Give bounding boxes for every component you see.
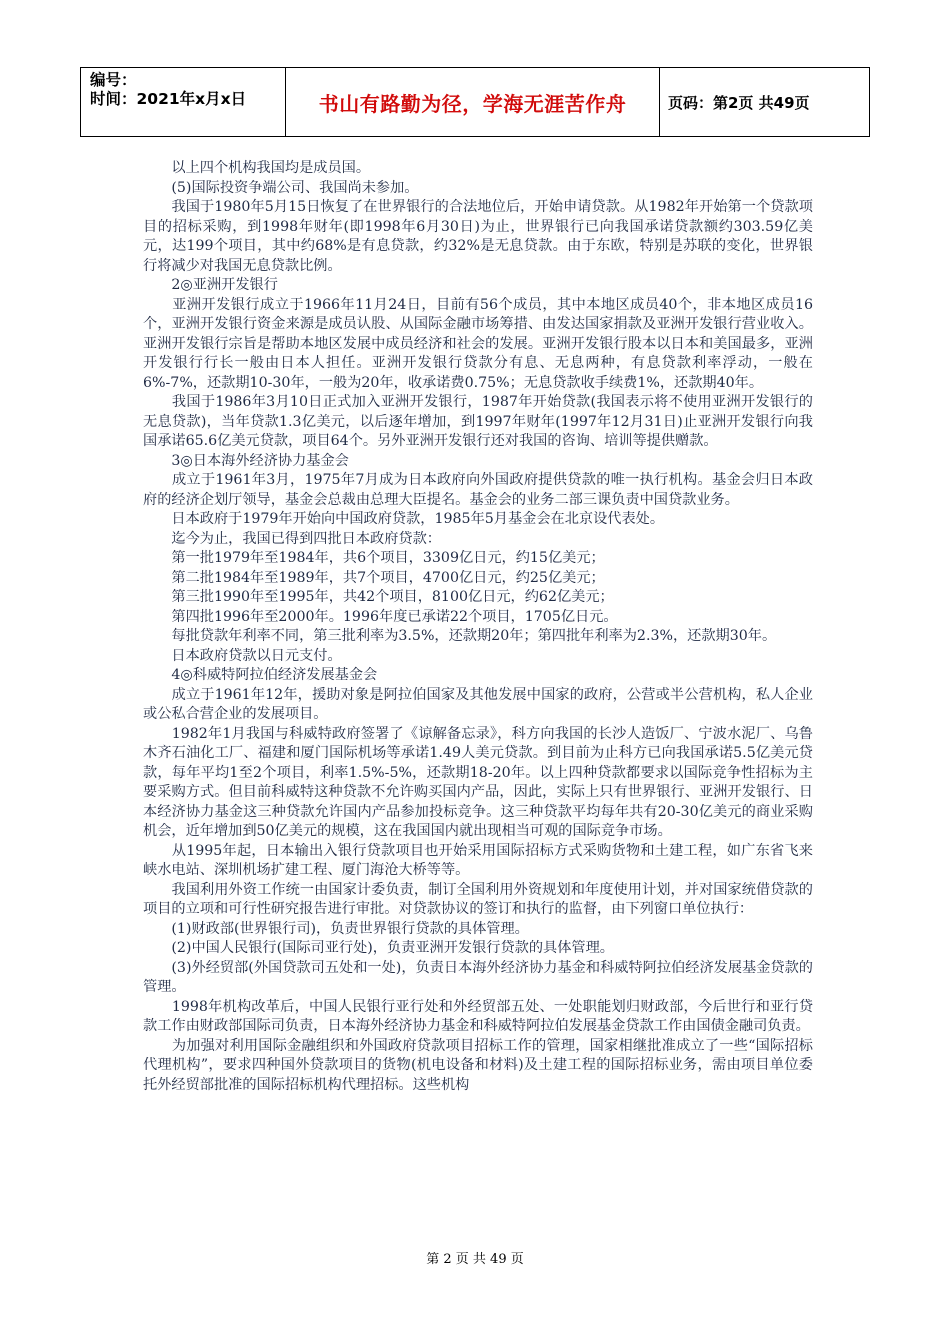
body-paragraph: 为加强对利用国际金融组织和外国政府贷款项目招标工作的管理，国家相继批准成立了一些“国际招标代理机构”，要求四种国外贷款项目的货物(机电设备和材料)及土建工程的国际招标业务，需由项目单位委托外经贸部批准的国际招标机构代理招标。这些机构 xyxy=(143,1037,813,1093)
header-meta xyxy=(81,68,286,136)
document-date: 时间：2021年x月x日 xyxy=(90,90,247,108)
body-paragraph: 2◎亚洲开发银行 xyxy=(143,277,278,293)
body-paragraph: 日本政府于1979年开始向中国政府贷款，1985年5月基金会在北京设代表处。 xyxy=(143,511,665,527)
body-paragraph: 成立于1961年12年，援助对象是阿拉伯国家及其他发展中国家的政府，公营或半公营机构，私人企业或公私合营企业的发展项目。 xyxy=(143,686,813,722)
document-body xyxy=(143,159,813,1095)
body-paragraph: 第一批1979年至1984年，共6个项目，3309亿日元，约15亿美元； xyxy=(143,550,605,566)
body-paragraph: 我国于1980年5月15日恢复了在世界银行的合法地位后，开始申请贷款。从1982年开始第一个贷款项目的招标采购，到1998年财年(即1998年6月30日)为止，世界银行已向我国承诺贷款额约303.59亿美元，达199个项目，其中约68%是有息贷款，约32%是无息贷款。由于东欧，特别是苏联的变化，世界银行将减少对我国无息贷款比例。 xyxy=(143,199,813,274)
body-paragraph: 第二批1984年至1989年，共7个项目，4700亿日元，约25亿美元； xyxy=(143,569,605,586)
header-motto: 书山有路勤为径，学海无涯苦作舟 xyxy=(286,68,660,136)
page-footer: 第 2 页 共 49 页 xyxy=(426,1252,524,1267)
body-paragraph: (3)外经贸部(外国贷款司五处和一处)，负责日本海外经济协力基金和科威特阿拉伯经济发展基金贷款的管理。 xyxy=(143,959,813,995)
body-paragraph: 日本政府贷款以日元支付。 xyxy=(143,647,342,664)
body-paragraph: 4◎科威特阿拉伯经济发展基金会 xyxy=(143,667,378,683)
body-paragraph: 亚洲开发银行成立于1966年11月24日，目前有56个成员，其中本地区成员40个，非本地区成员16个，亚洲开发银行资金来源是成员认股、从国际金融市场筹措、由发达国家捐款及亚洲开发银行营业收入。亚洲开发银行宗旨是帮助本地区发展中成员经济和社会的发展。亚洲开发银行股本以日本和美国最多，亚洲开发银行行长一般由日本人担任。亚洲开发银行贷款分有息、无息两种，有息贷款利率浮动，一般在6%-7%，还款期10-30年，一般为20年，收承诺费0.75%；无息贷款收手续费1%，还款期40年。 xyxy=(143,296,813,391)
body-paragraph: 每批贷款年利率不同，第三批利率为3.5%，还款期20年；第四批年利率为2.3%，还款期30年。 xyxy=(143,628,777,644)
body-paragraph: 第三批1990年至1995年，共42个项目，8100亿日元，约62亿美元； xyxy=(143,589,614,605)
page-header xyxy=(80,67,870,137)
body-paragraph: 3◎日本海外经济协力基金会 xyxy=(143,452,349,469)
body-paragraph: 1998年机构改革后，中国人民银行亚行处和外经贸部五处、一处职能划归财政部，今后世行和亚行贷款工作由财政部国际司负责，日本海外经济协力基金和科威特阿拉伯发展基金贷款工作由国债金融司负责。 xyxy=(143,998,814,1034)
body-paragraph: 1982年1月我国与科威特政府签署了《谅解备忘录》，科方向我国的长沙人造饭厂、宁波水泥厂、乌鲁木齐石油化工厂、福建和厦门国际机场等承诺1.49人美元贷款。到目前为止科方已向我国承诺5.5亿美元贷款，每年平均1至2个项目，利率1.5%-5%，还款期18-20年。以上四种贷款都要求以国际竞争性招标为主要采购方式。但目前科威特这种贷款不允许购买国内产品，因此，实际上只有世界银行、亚洲开发银行、日本经济协力基金这三种贷款允许国内产品参加投标竞争。这三种贷款平均每年共有20-30亿美元的商业采购机会，近年增加到50亿美元的规模，这在我国国内就出现相当可观的国际竞争市场。 xyxy=(143,725,813,839)
header-page-info: 页码：第2页 共49页 xyxy=(668,93,810,112)
body-paragraph: (1)财政部(世界银行司)，负责世界银行贷款的具体管理。 xyxy=(143,920,529,937)
body-paragraph: 我国利用外资工作统一由国家计委负责，制订全国利用外资规划和年度使用计划，并对国家统借贷款的项目的立项和可行性研究报告进行审批。对贷款协议的签订和执行的监督，由下列窗口单位执行： xyxy=(143,881,813,917)
body-paragraph: (2)中国人民银行(国际司亚行处)，负责亚洲开发银行贷款的具体管理。 xyxy=(143,940,614,956)
body-paragraph: 我国于1986年3月10日正式加入亚洲开发银行，1987年开始贷款(我国表示将不使用亚洲开发银行的无息贷款)，当年贷款1.3亿美元，以后逐年增加，到1997年财年(1997年12月31日)止亚洲开发银行向我国承诺65.6亿美元贷款，项目64个。另外亚洲开发银行还对我国的咨询、培训等提供赠款。 xyxy=(143,394,813,449)
body-paragraph: 第四批1996年至2000年。1996年度已承诺22个项目，1705亿日元。 xyxy=(143,608,618,625)
body-paragraph: 以上四个机构我国均是成员国。 xyxy=(143,160,371,176)
body-paragraph: 成立于1961年3月，1975年7月成为日本政府向外国政府提供贷款的唯一执行机构。基金会归日本政府的经济企划厅领导，基金会总裁由总理大臣提名。基金会的业务二部三课负责中国贷款业务。 xyxy=(143,472,813,508)
body-paragraph: (5)国际投资争端公司、我国尚未参加。 xyxy=(143,179,419,196)
body-paragraph: 从1995年起，日本输出入银行贷款项目也开始采用国际招标方式采购货物和土建工程，如广东省飞来峡水电站、深圳机场扩建工程、厦门海沧大桥等等。 xyxy=(143,842,813,878)
document-number-label: 编号： xyxy=(90,71,137,89)
body-paragraph: 迄今为止，我国已得到四批日本政府贷款： xyxy=(143,530,441,547)
